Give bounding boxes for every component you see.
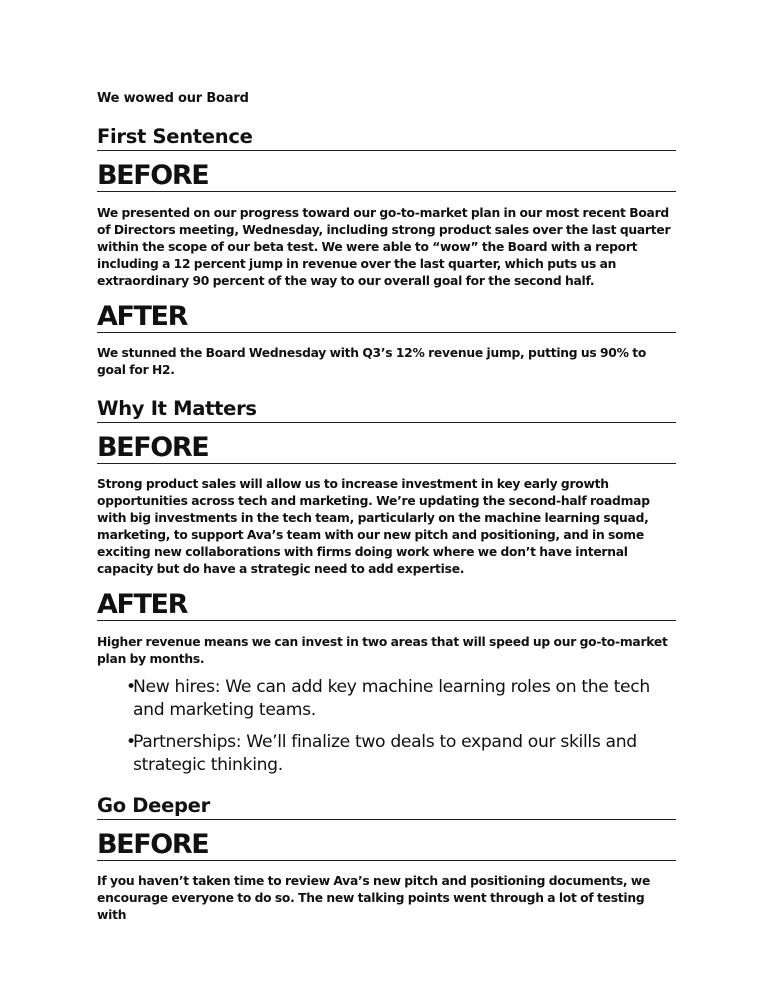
before-paragraph: If you haven’t taken time to review Ava’s new pitch and positioning documents, we encourage everyone to do so. The new talking points went through a lot of testing with [97, 874, 651, 922]
list-item-text: New hires: We can add key machine learning roles on the tech and marketing teams. [133, 677, 650, 720]
bullet-icon: • [126, 732, 136, 752]
after-paragraph: We stunned the Board Wednesday with Q3’s 12% revenue jump, putting us 90% to goal for H2. [97, 346, 647, 377]
section-title-first-sentence: First Sentence [97, 125, 676, 151]
bullet-list [97, 676, 676, 786]
before-label: BEFORE [97, 433, 676, 464]
list-item [97, 676, 676, 722]
list-item-text: Partnerships: We’ll finalize two deals to expand our skills and strategic thinking. [133, 732, 637, 775]
before-paragraph: We presented on our progress toward our go-to-market plan in our most recent Board of Directors meeting, Wednesday, including strong product sales over the last quarter within the scope of our beta test. We were able to “wow” the Board with a report including a 12 percent jump in revenue over the last quarter, which puts us an extraordinary 90 percent of the way to our overall goal for the second half. [97, 206, 671, 288]
after-label: AFTER [97, 590, 676, 621]
before-label: BEFORE [97, 830, 676, 861]
before-label: BEFORE [97, 161, 676, 192]
bullet-icon: • [126, 677, 136, 697]
list-item [97, 731, 676, 777]
section-title-why-it-matters: Why It Matters [97, 397, 676, 423]
after-label: AFTER [97, 302, 676, 333]
before-paragraph: Strong product sales will allow us to increase investment in key early growth opportunities across tech and marketing. We’re updating the second-half roadmap with big investments in the tech team, particularly on the machine learning squad, marketing, to support Ava’s team with our new pitch and positioning, and in some exciting new collaborations with firms doing work where we don’t have internal capacity but do have a strategic need to add expertise. [97, 477, 650, 576]
document-headline: We wowed our Board [97, 91, 249, 106]
after-paragraph: Higher revenue means we can invest in two areas that will speed up our go-to-market plan by months. [97, 635, 668, 666]
section-title-go-deeper: Go Deeper [97, 794, 676, 820]
